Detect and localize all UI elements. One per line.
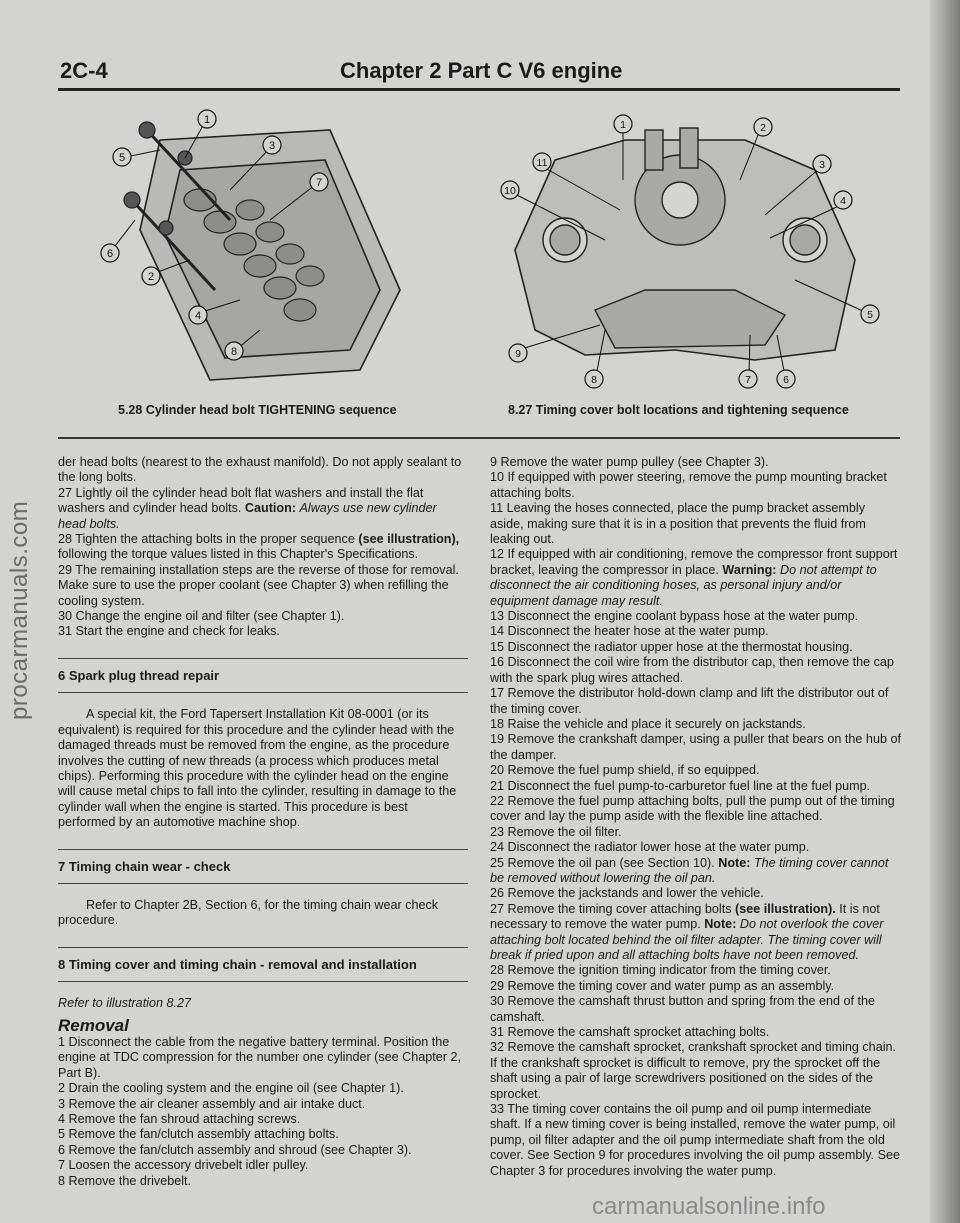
paragraph: 29 The remaining installation steps are the reverse of those for removal. Make sure to use the proper coolant (see Chapter 3) when refilling the cooling system. [58,562,459,608]
paragraph: 28 Tighten the attaching bolts in the proper sequence (see illustration), following the torque values listed in this Chapter's Specifications. [58,532,460,562]
page-number: 2C-4 [60,58,108,83]
step: 20 Remove the fuel pump shield, if so equipped. [490,763,760,778]
callout-label: 3 [268,140,276,152]
callout-label: 1 [620,119,626,131]
callout-label: 4 [194,310,202,322]
step: 19 Remove the crankshaft damper, using a puller that bears on the hub of the damper. [490,732,901,762]
callout-label: 2 [760,122,766,134]
section-heading: 8 Timing cover and timing chain - removal and installation [58,947,468,982]
step: 24 Disconnect the radiator lower hose at the water pump. [490,840,810,855]
paragraph: 30 Change the engine oil and filter (see Chapter 1). [58,609,345,624]
step: 12 If equipped with air conditioning, remove the compressor front support bracket, leaving the compressor in place. Warning: Do not attempt to disconnect the air conditioning hoses, as personal injury and/or equipment damage may result. [490,547,898,608]
step: 9 Remove the water pump pulley (see Chapter 3). [490,455,769,469]
timing-cover-illustration [495,100,890,395]
callout-label: 2 [147,271,155,283]
step: 22 Remove the fuel pump attaching bolts, pull the pump out of the timing cover and lay the pump aside with the flexible line attached. [490,793,895,824]
step: 11 Leaving the hoses connected, place the pump bracket assembly aside, making sure that it is in a position that prevents the fluid from leaking out. [490,501,866,547]
callout-label: 7 [745,374,751,386]
callout-label: 3 [819,159,825,171]
step: 27 Remove the timing cover attaching bolts (see illustration). It is not necessary to remove the water pump. Note: Do not overlook the cover attaching bolt located behind the oil filter adapter. The timing cover will break if pried upon and all attaching bolts have not been removed. [490,901,884,962]
left-column [58,455,468,1189]
illustration-reference: Refer to illustration 8.27 [58,996,192,1011]
step: 23 Remove the oil filter. [490,824,622,839]
subsection-heading: Removal [58,1015,129,1035]
step: 4 Remove the fan shroud attaching screws. [58,1112,301,1126]
step: 25 Remove the oil pan (see Section 10). Note: The timing cover cannot be removed without lowering the oil pan. [490,855,889,885]
step: 10 If equipped with power steering, remove the pump mounting bracket attaching bolts. [490,470,887,500]
watermark-bottom: carmanualsonline.info [592,1193,826,1220]
paragraph: der head bolts (nearest to the exhaust manifold). Do not apply sealant to the long bolts. [58,455,462,485]
callout-label: 1 [203,114,211,126]
paragraph: A special kit, the Ford Tapersert Installation Kit 08-0001 (or its equivalent) is required for this procedure and the cylinder head with the damaged threads must be removed from the engine, as the procedure involves the cutting of new threads (a process which produces metal chips). Performing this procedure with the cylinder head on the engine will cause metal chips to fall into the cylinder, resulting in damage to the cylinder wall when the engine is started. This procedure is best performed by an automotive machine shop. [58,707,457,830]
step: 33 The timing cover contains the oil pump and oil pump intermediate shaft. If a new timing cover is being installed, remove the water pump, oil pump, oil filter adapter and the oil pump intermediate shaft from the old cover. See Section 9 for procedures involving the oil pump assembly. See Chapter 3 for procedures involving the water pump. [490,1102,900,1178]
running-title: Chapter 2 Part C V6 engine [340,58,623,83]
paragraph: 27 Lightly oil the cylinder head bolt flat washers and install the flat washers and cylinder head bolts. Caution: Always use new cylinder head bolts. [58,485,437,531]
callout-label: 8 [230,346,238,358]
callout-label: 5 [867,309,873,321]
step: 21 Disconnect the fuel pump-to-carburetor fuel line at the fuel pump. [490,778,871,793]
step: 17 Remove the distributor hold-down clamp and lift the distributor out of the timing cover. [490,686,889,716]
callout-label: 9 [515,348,521,360]
step: 3 Remove the air cleaner assembly and air intake duct. [58,1096,366,1111]
section-heading: 6 Spark plug thread repair [58,658,468,693]
section-rule [58,437,900,439]
step: 30 Remove the camshaft thrust button and spring from the end of the camshaft. [490,994,876,1024]
section-heading: 7 Timing chain wear - check [58,849,468,884]
callout-label: 8 [591,374,597,386]
step: 31 Remove the camshaft sprocket attaching bolts. [490,1025,770,1040]
step: 13 Disconnect the engine coolant bypass hose at the water pump. [490,609,859,624]
callout-label: 11 [536,157,548,169]
callout-label: 7 [315,177,323,189]
callout-label: 6 [106,248,114,260]
callout-label: 5 [118,152,126,164]
watermark-side: procarmanuals.com [6,500,33,720]
step: 14 Disconnect the heater hose at the water pump. [490,624,769,639]
callout-label: 6 [783,374,789,386]
step: 5 Remove the fan/clutch assembly attaching bolts. [58,1127,339,1142]
cylinder-head-illustration [100,100,420,390]
step: 18 Raise the vehicle and place it securely on jackstands. [490,716,806,731]
paragraph: Refer to Chapter 2B, Section 6, for the timing chain wear check procedure. [58,897,439,928]
step: 1 Disconnect the cable from the negative battery terminal. Position the engine at TDC compression for the number one cylinder (see Chapter 2, Part B). [58,1034,461,1080]
step: 32 Remove the camshaft sprocket, crankshaft sprocket and timing chain. If the crankshaft sprocket is difficult to remove, pry the sprocket off the shaft using a pair of large screwdrivers positioned on the sides of the sprocket. [490,1040,896,1101]
step: 8 Remove the drivebelt. [58,1173,192,1188]
step: 29 Remove the timing cover and water pump as an assembly. [490,978,835,993]
step: 7 Loosen the accessory drivebelt idler pulley. [58,1158,309,1173]
callout-label: 10 [504,185,516,197]
header-rule [58,88,900,91]
callout-label: 4 [840,195,846,207]
figure-caption-left: 5.28 Cylinder head bolt TIGHTENING sequence [118,403,397,417]
step: 2 Drain the cooling system and the engine oil (see Chapter 1). [58,1081,404,1096]
step: 6 Remove the fan/clutch assembly and shroud (see Chapter 3). [58,1142,412,1157]
step: 28 Remove the ignition timing indicator from the timing cover. [490,963,831,978]
right-column [490,455,902,1179]
figure-caption-right: 8.27 Timing cover bolt locations and tightening sequence [508,403,849,417]
page-binding-edge [930,0,960,1223]
step: 16 Disconnect the coil wire from the distributor cap, then remove the cap with the spark plug wires attached. [490,655,894,685]
paragraph: 31 Start the engine and check for leaks. [58,624,280,639]
step: 26 Remove the jackstands and lower the vehicle. [490,886,764,901]
step: 15 Disconnect the radiator upper hose at the thermostat housing. [490,639,853,654]
